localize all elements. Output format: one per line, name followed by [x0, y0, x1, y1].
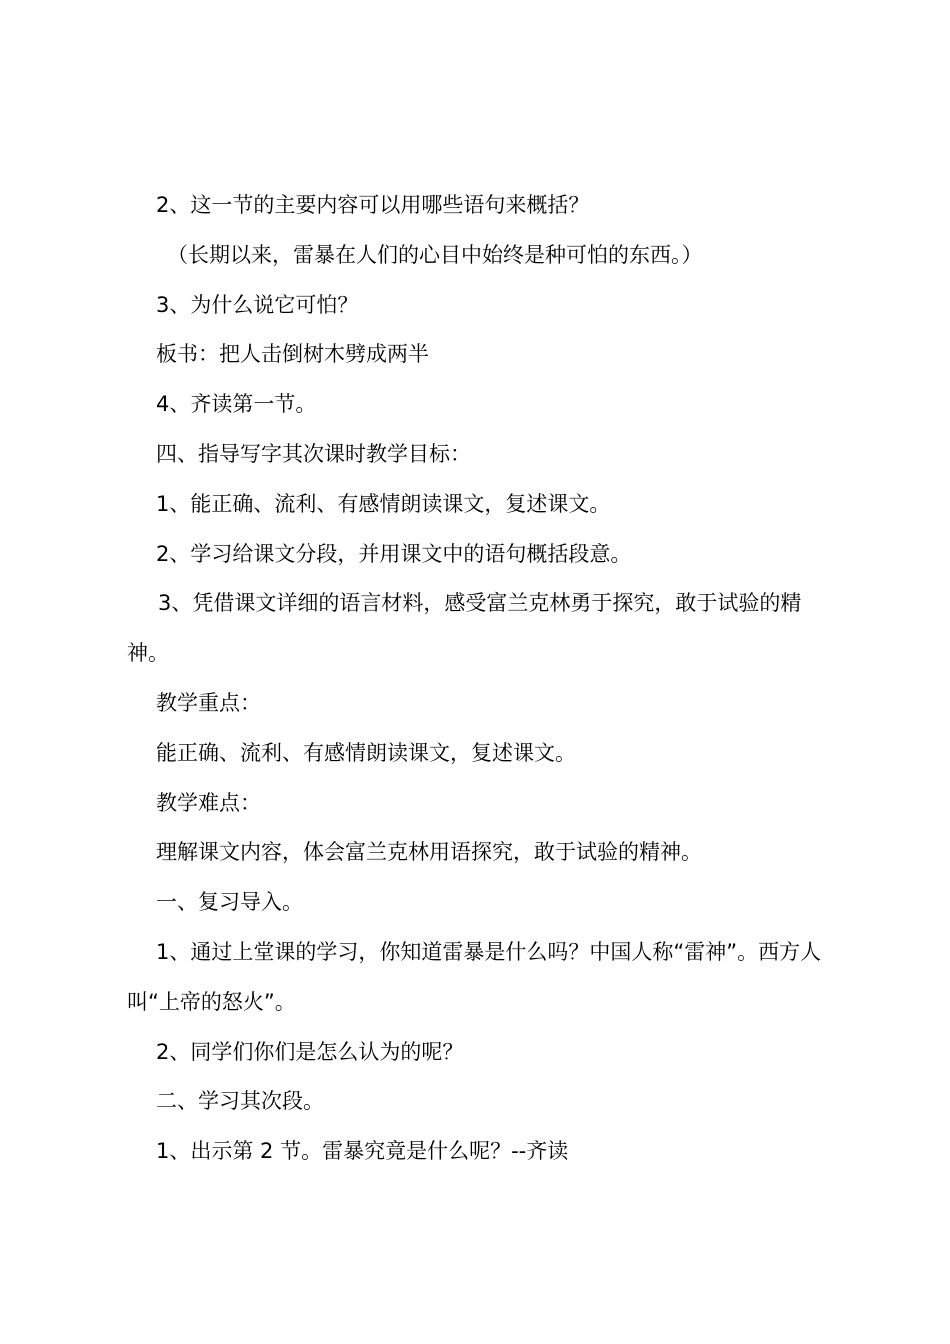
paragraph-7: 1、能正确、流利、有感情朗读课文，复述课文。	[156, 491, 611, 516]
paragraph-1: 2、这一节的主要内容可以用哪些语句来概括？	[156, 193, 590, 217]
paragraph-2: （长期以来，雷暴在人们的心目中始终是种可怕的东西。）	[167, 242, 703, 267]
paragraph-6: 四、指导写字其次课时教学目标：	[156, 441, 471, 466]
document-body	[127, 181, 833, 1177]
paragraph-16: 2、同学们你们是怎么认为的呢？	[156, 1039, 464, 1064]
paragraph-8: 2、学习给课文分段，并用课文中的语句概括段意。	[156, 541, 632, 566]
paragraph-17: 二、学习其次段。	[156, 1089, 324, 1114]
paragraph-15: 1、通过上堂课的学习，你知道雷暴是什么吗？中国人称“雷神”。西方人叫“上帝的怒火”。	[127, 939, 822, 1014]
paragraph-14: 一、复习导入。	[156, 890, 303, 915]
paragraph-4: 板书：把人击倒树木劈成两半	[156, 342, 429, 367]
paragraph-11: 能正确、流利、有感情朗读课文，复述课文。	[156, 740, 576, 765]
paragraph-9: 3、凭借课文详细的语言材料，感受富兰克林勇于探究，敢于试验的精神。	[127, 591, 802, 666]
paragraph-3: 3、为什么说它可怕？	[156, 292, 359, 317]
paragraph-18: 1、出示第 2 节。雷暴究竟是什么呢？--齐读	[156, 1139, 569, 1164]
paragraph-10: 教学重点：	[156, 690, 261, 715]
paragraph-12: 教学难点：	[156, 790, 261, 815]
paragraph-13: 理解课文内容，体会富兰克林用语探究，敢于试验的精神。	[156, 840, 702, 865]
paragraph-5: 4、齐读第一节。	[156, 392, 317, 417]
